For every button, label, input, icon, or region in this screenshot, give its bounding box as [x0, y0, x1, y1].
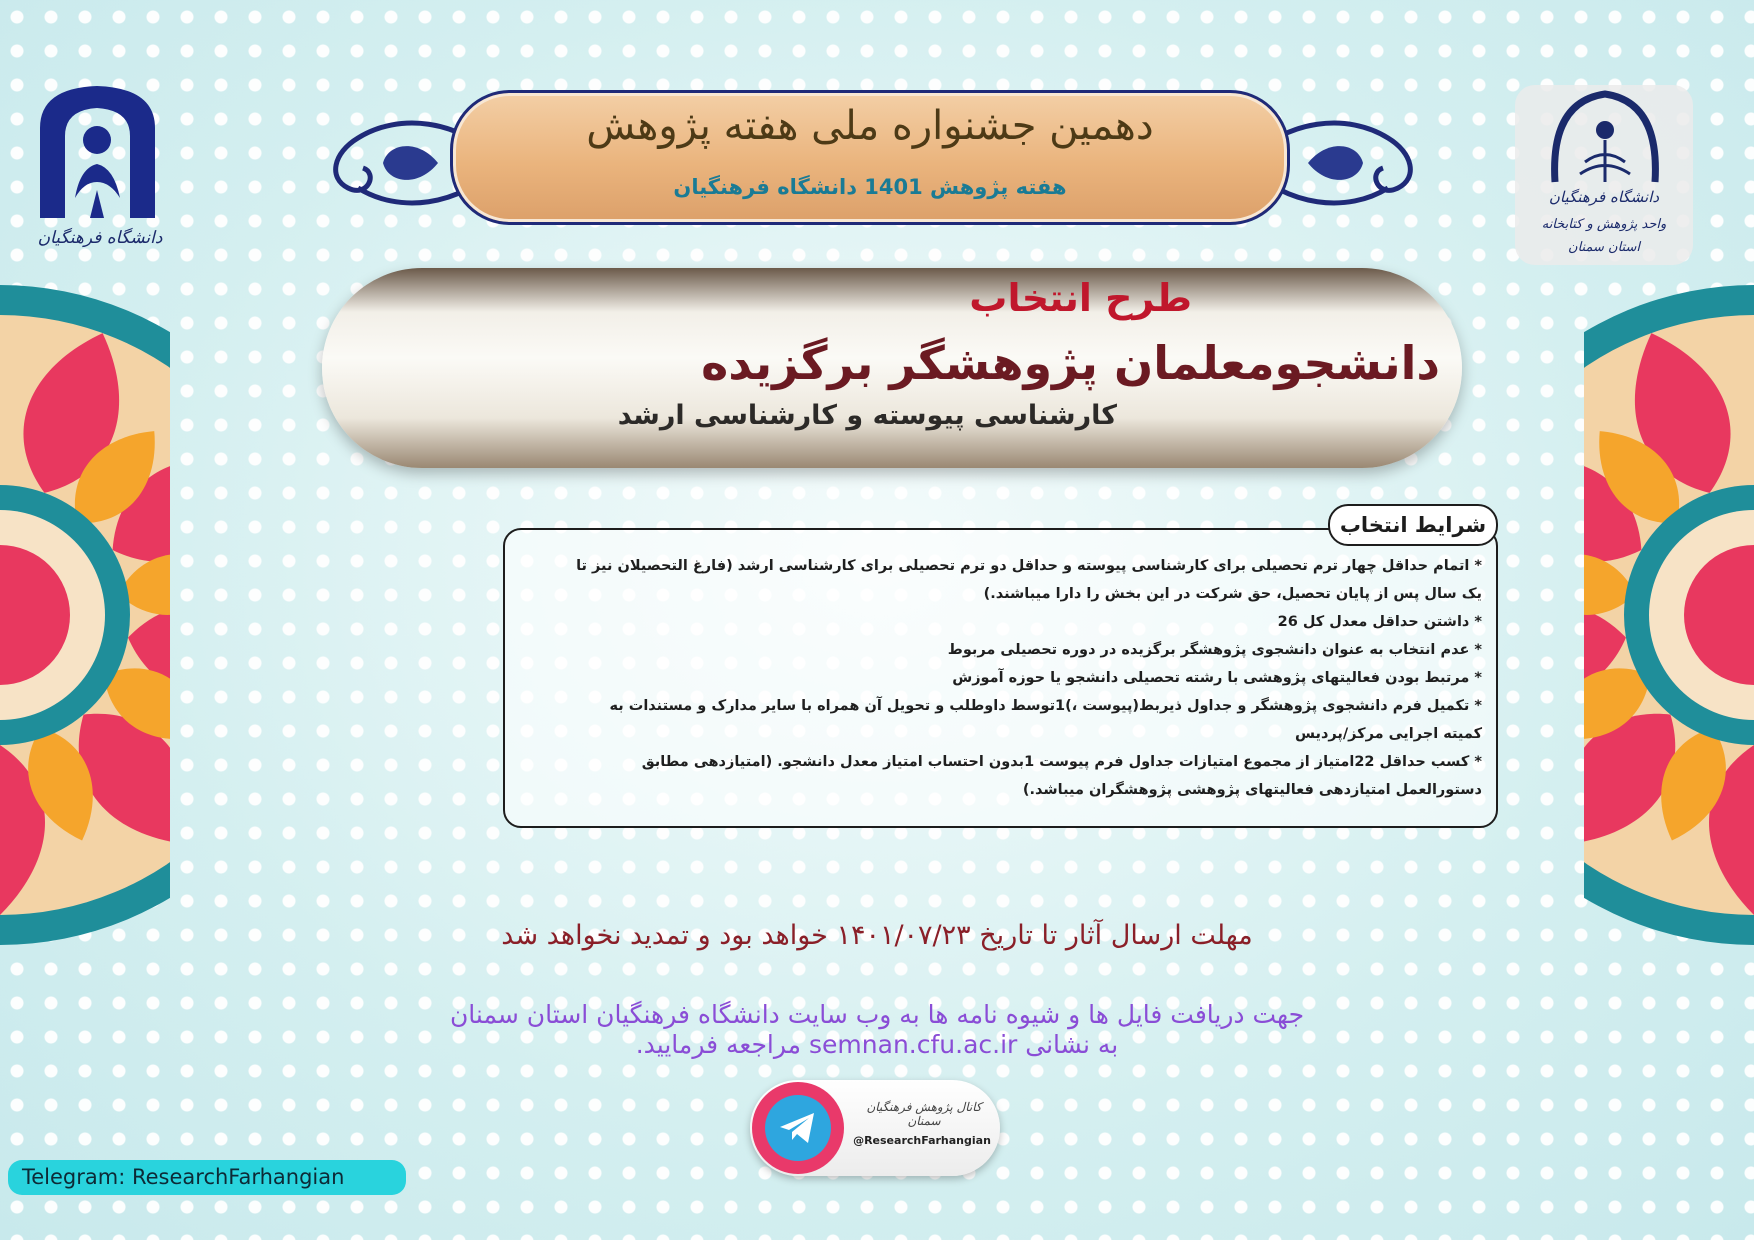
conditions-list [575, 552, 1482, 804]
telegram-ring [752, 1082, 844, 1174]
left-logo-caption: دانشگاه فرهنگیان [37, 228, 163, 248]
plan-subtitle: کارشناسی پیوسته و کارشناسی ارشد [617, 400, 1117, 431]
condition-item: * کسب حداقل 22امتیاز از مجموع امتیازات جداول فرم پیوست 1بدون احتساب امتیاز معدل دانشجو. (امتیازدهی مطابق دستورالعمل امتیازدهی فعالیتهای پژوهشی پژوهشگران میباشد.) [641, 754, 1482, 798]
festival-title: دهمین جشنواره ملی هفته پژوهش [586, 103, 1154, 149]
channel-script-name: کانال پژوهش فرهنگیان سمنان [866, 1100, 982, 1128]
festival-banner [450, 90, 1290, 225]
telegram-footer-label[interactable]: Telegram: ResearchFarhangian [8, 1160, 406, 1195]
right-mandala-ornament [1584, 265, 1754, 965]
conditions-heading: شرایط انتخاب [1328, 504, 1498, 546]
festival-subtitle: هفته پژوهش 1401 دانشگاه فرهنگیان [673, 175, 1067, 199]
condition-item: * تکمیل فرم دانشجوی پژوهشگر و جداول ذیربط(پیوست ،)1توسط داوطلب و تحویل آن همراه با سایر مدارک و مستندات به کمیته اجرایی مرکز/پردیس [609, 698, 1482, 742]
research-unit-logo [1525, 82, 1685, 192]
condition-item: * مرتبط بودن فعالیتهای پژوهشی با رشته تحصیلی دانشجو یا حوزه آموزش [952, 670, 1482, 686]
info-block [0, 1000, 1754, 1060]
telegram-icon [765, 1095, 831, 1161]
condition-item: * اتمام حداقل چهار ترم تحصیلی برای کارشناسی پیوسته و حداقل دو ترم تحصیلی برای کارشناسی ارشد (فارغ التحصیلان نیز تا یک سال پس از پایان تحصیل، حق شرکت در این بخش را دارا میباشند.) [576, 558, 1482, 602]
deadline-text: مهلت ارسال آثار تا تاریخ ۱۴۰۱/۰۷/۲۳ خواهد بود و تمدید نخواهد شد [501, 920, 1253, 951]
conditions-box [503, 528, 1498, 828]
condition-item: * داشتن حداقل معدل کل 26 [1277, 614, 1482, 630]
info-line2[interactable]: به نشانی semnan.cfu.ac.ir مراجعه فرمایید. [635, 1030, 1119, 1059]
plan-main-title: دانشجومعلمان پژوهشگر برگزیده [701, 336, 1440, 390]
left-mandala-ornament [0, 265, 170, 965]
condition-item: * عدم انتخاب به عنوان دانشجوی پژوهشگر برگزیده در دوره تحصیلی مربوط [947, 642, 1482, 658]
telegram-channel-badge[interactable] [750, 1080, 1000, 1176]
right-logo-line3: استان سمنان [1568, 240, 1640, 255]
info-line1: جهت دریافت فایل ها و شیوه نامه ها به وب سایت دانشگاه فرهنگیان استان سمنان [449, 1000, 1305, 1029]
plan-label: طرح انتخاب [969, 276, 1192, 320]
selection-plan-capsule [322, 268, 1462, 468]
plan-label-wrap [322, 276, 1192, 320]
channel-handle: @ResearchFarhangian [853, 1134, 991, 1147]
right-logo-line2: واحد پژوهش و کتابخانه [1541, 217, 1667, 232]
right-logo-line1: دانشگاه فرهنگیان [1548, 188, 1660, 206]
